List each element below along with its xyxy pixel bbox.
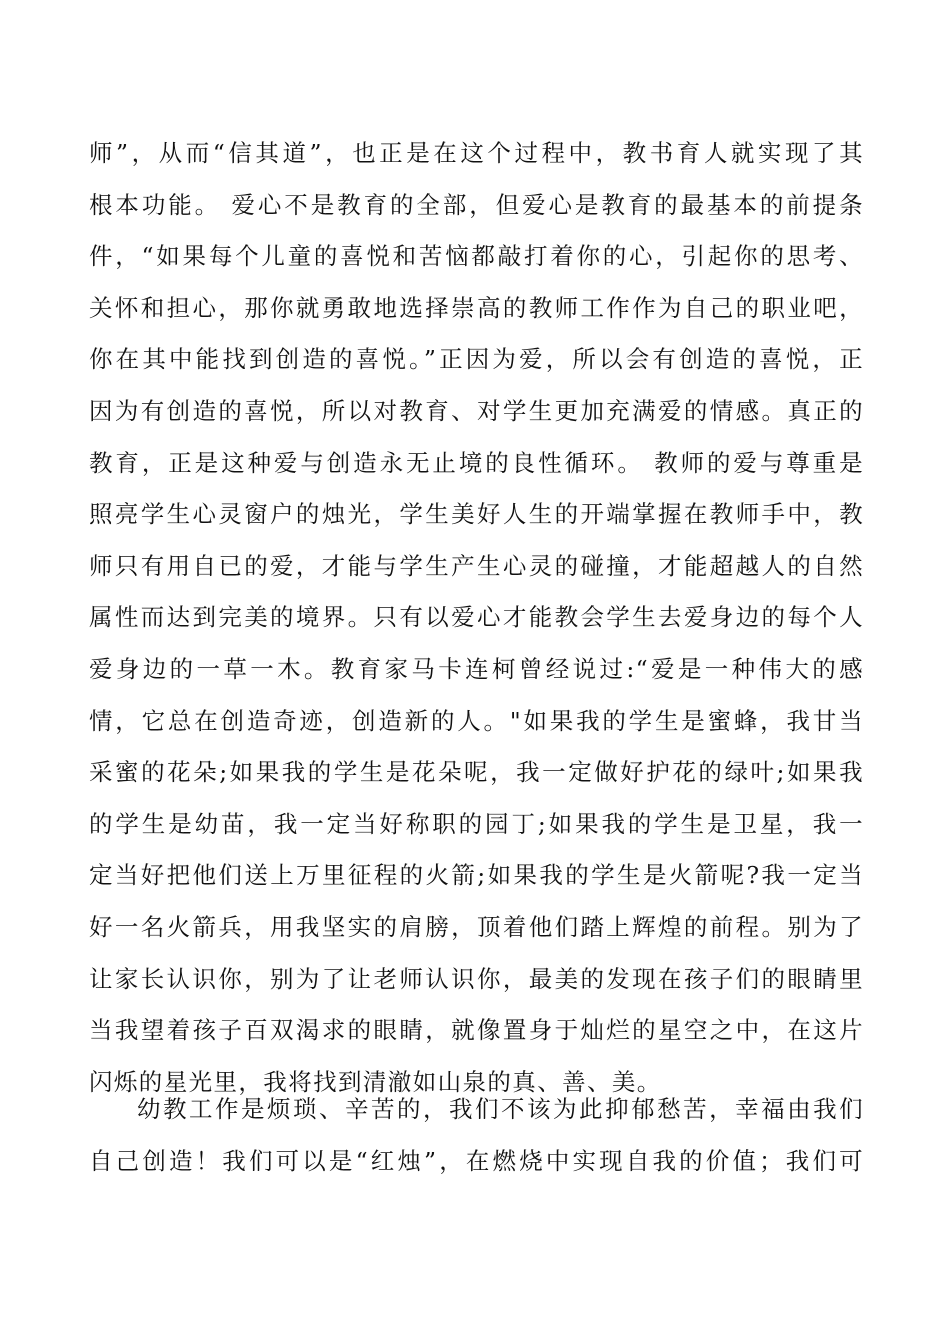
text-line: 的学生是幼苗，我一定当好称职的园丁;如果我的学生是卫星，我一	[89, 809, 864, 838]
text-line: 件，“如果每个儿童的喜悦和苦恼都敲打着你的心，引起你的思考、	[89, 242, 864, 271]
text-line: 师”，从而“信其道”，也正是在这个过程中，教书育人就实现了其	[89, 139, 864, 167]
text-line: 教育，正是这种爱与创造永无止境的良性循环。 教师的爱与尊重是	[89, 448, 864, 477]
text-line: 关怀和担心，那你就勇敢地选择崇高的教师工作作为自己的职业吧，	[89, 293, 864, 322]
text-line: 当我望着孩子百双渴求的眼睛，就像置身于灿烂的星空之中，在这片	[89, 1016, 864, 1045]
text-line: 定当好把他们送上万里征程的火箭;如果我的学生是火箭呢?我一定当	[89, 861, 864, 890]
text-line: 因为有创造的喜悦，所以对教育、对学生更加充满爱的情感。真正的	[89, 396, 864, 425]
text-line: 采蜜的花朵;如果我的学生是花朵呢，我一定做好护花的绿叶;如果我	[89, 758, 864, 787]
text-line: 好一名火箭兵，用我坚实的肩膀，顶着他们踏上辉煌的前程。别为了	[89, 912, 864, 941]
text-line: 自己创造！我们可以是“红烛”，在燃烧中实现自我的价值；我们可	[89, 1146, 864, 1175]
body-paragraph	[89, 128, 864, 1108]
text-line: 爱身边的一草一木。教育家马卡连柯曾经说过:“爱是一种伟大的感	[89, 654, 864, 683]
text-line: 师只有用自已的爱，才能与学生产生心灵的碰撞，才能超越人的自然	[89, 551, 864, 580]
text-line: 你在其中能找到创造的喜悦。”正因为爱，所以会有创造的喜悦，正	[89, 345, 864, 374]
text-line: 闪烁的星光里，我将找到清澈如山泉的真、善、美。	[89, 1067, 662, 1096]
text-line: 情，它总在创造奇迹，创造新的人。"如果我的学生是蜜蜂，我甘当	[89, 706, 864, 735]
text-line: 让家长认识你，别为了让老师认识你，最美的发现在孩子们的眼睛里	[89, 964, 864, 993]
body-paragraph	[89, 1084, 864, 1187]
text-line: 照亮学生心灵窗户的烛光，学生美好人生的开端掌握在教师手中，教	[89, 500, 864, 529]
text-line: 根本功能。 爱心不是教育的全部，但爱心是教育的最基本的前提条	[89, 190, 864, 219]
text-line: 属性而达到完美的境界。只有以爱心才能教会学生去爱身边的每个人	[89, 603, 864, 632]
text-line: 幼教工作是烦琐、辛苦的，我们不该为此抑郁愁苦，幸福由我们	[137, 1095, 864, 1123]
